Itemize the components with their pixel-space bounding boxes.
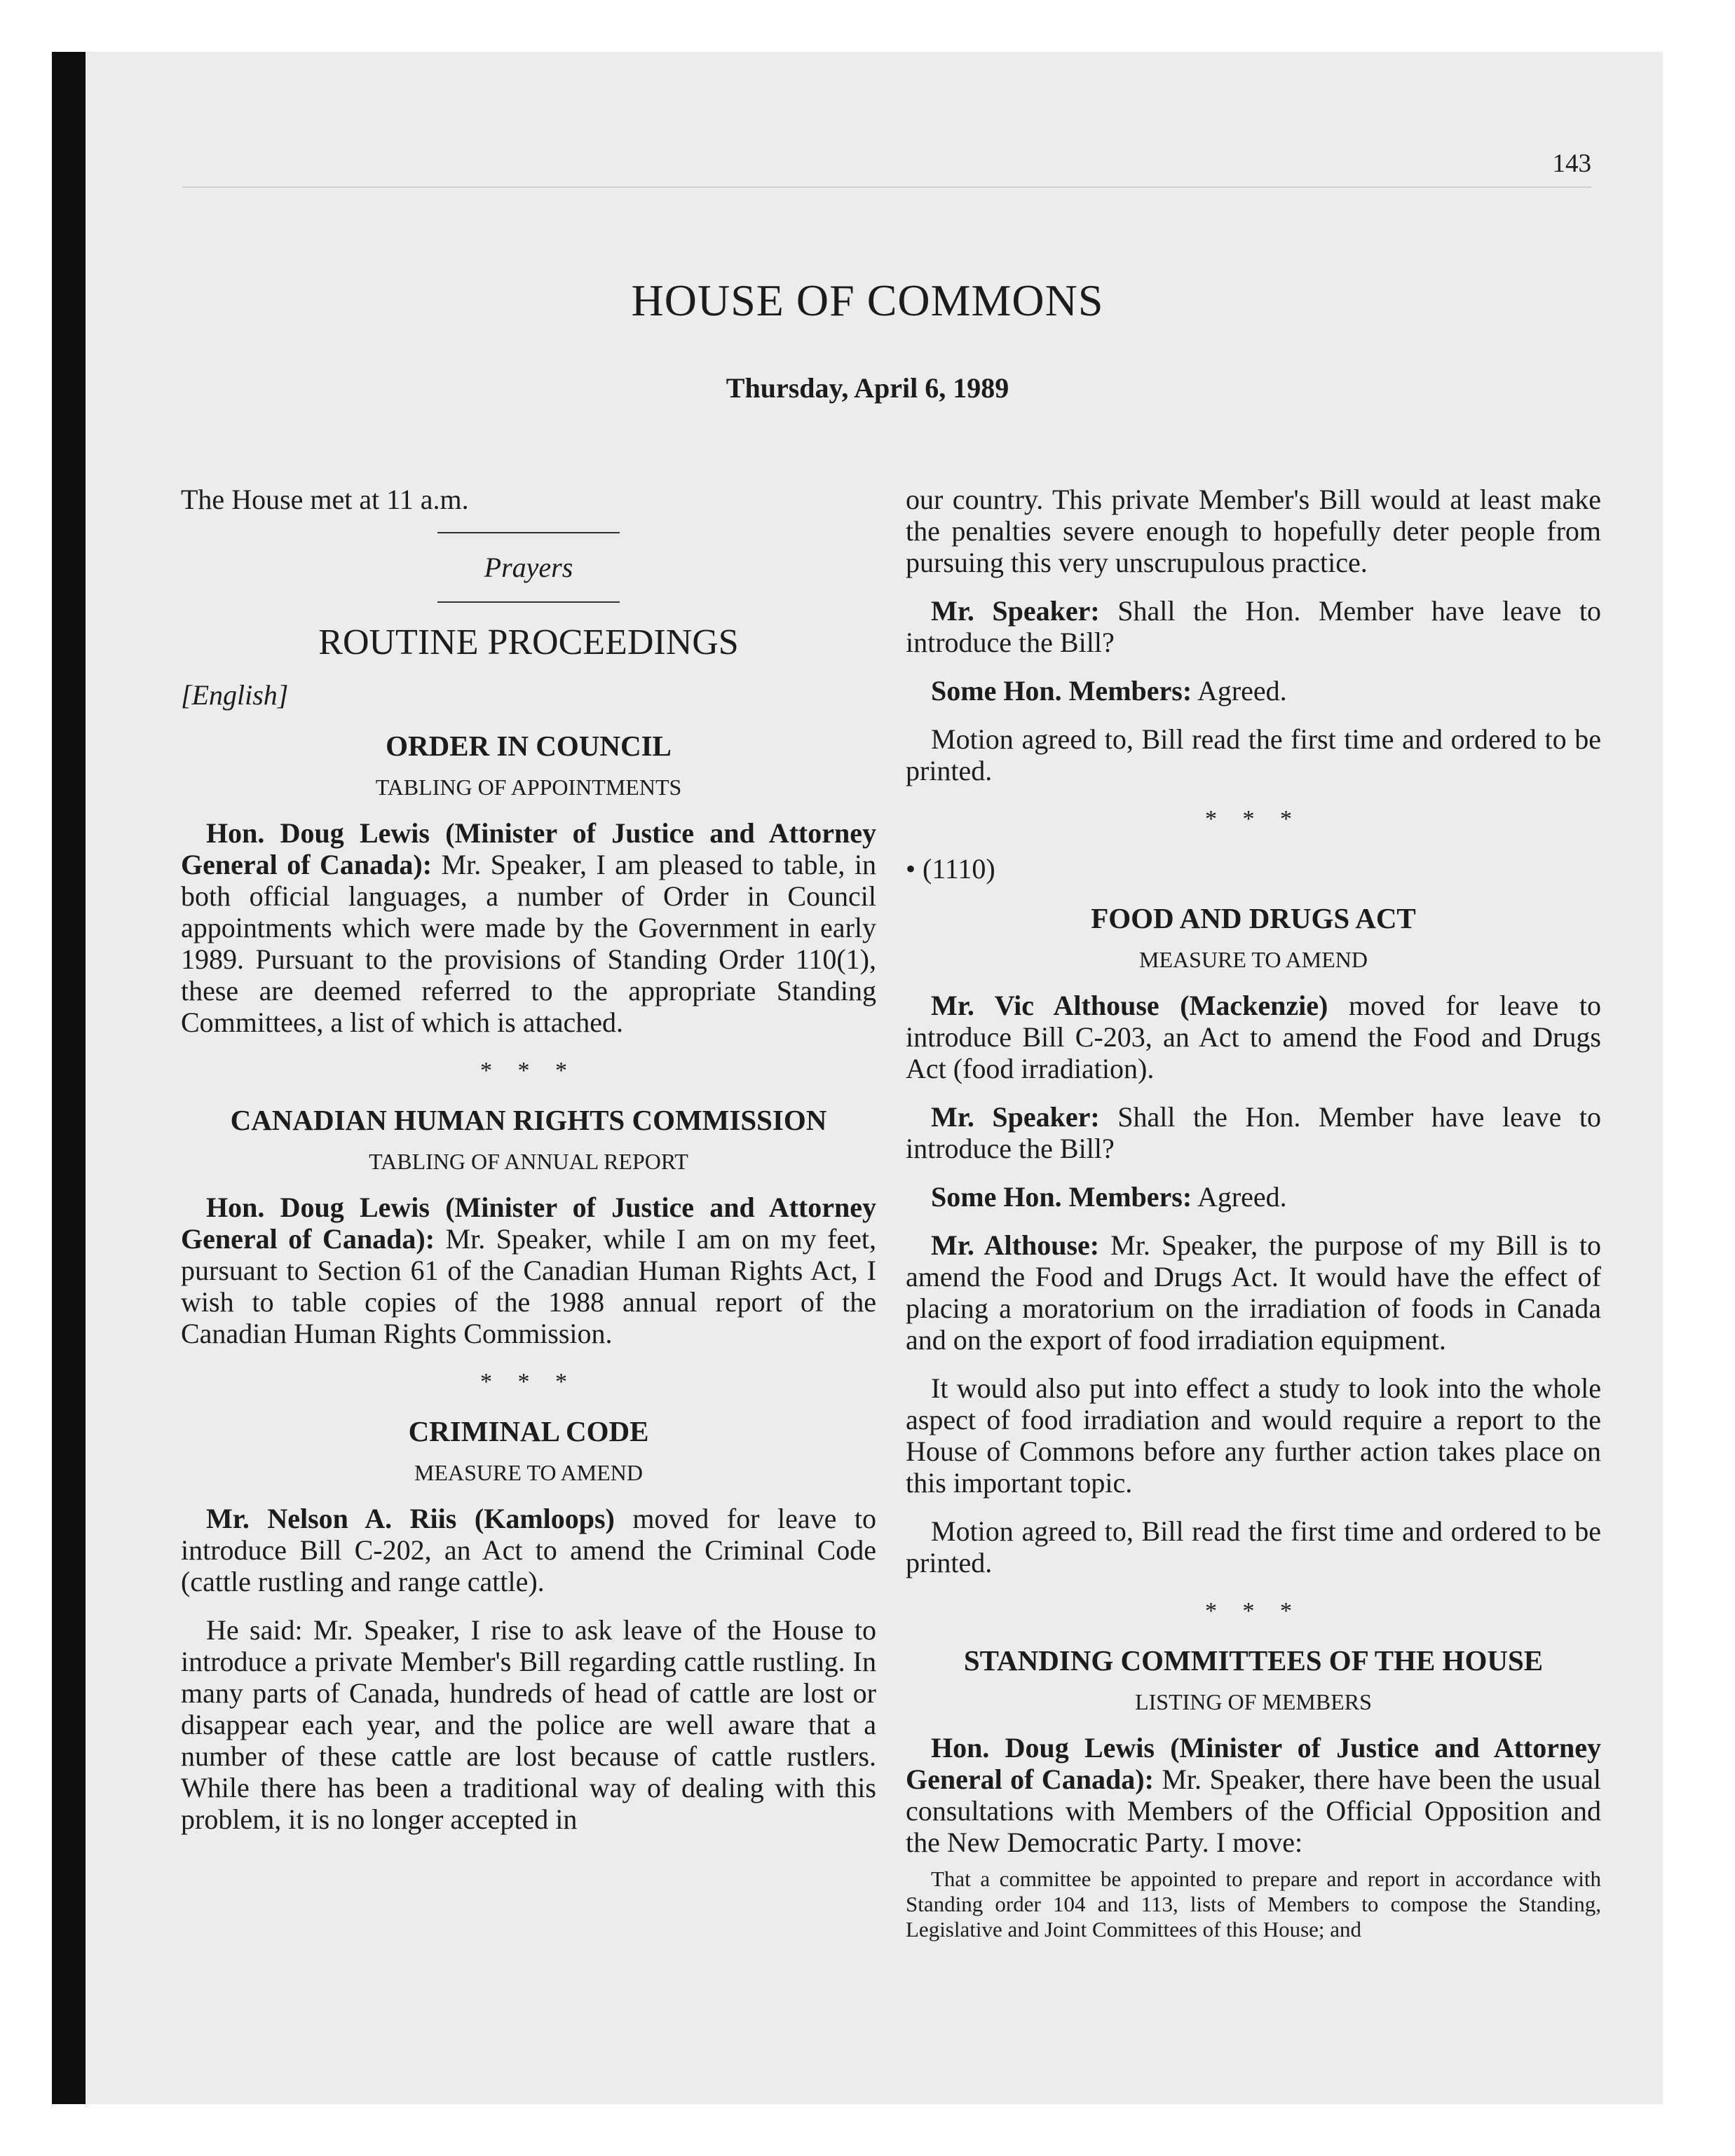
subheading-measure-to-amend: MEASURE TO AMEND — [414, 1460, 643, 1485]
paragraph: It would also put into effect a study to look into the whole aspect of food irradiation and would require a report to the House of Commons before any further action takes place on this important topic. — [906, 1372, 1601, 1499]
speech-text: Mr. Speaker, the purpose of my Bill is to amend the Food and Drugs Act. It would have the effect of placing a moratorium on the irradiation of foods in Canada and on the export of food irradiation equipment. — [906, 1229, 1601, 1356]
paragraph — [906, 1732, 1601, 1858]
page-number: 143 — [1552, 149, 1591, 178]
left-column — [181, 484, 876, 1852]
sitting-date: Thursday, April 6, 1989 — [726, 372, 1009, 404]
time-marker: • (1110) — [906, 853, 995, 885]
paragraph: Motion agreed to, Bill read the first time and ordered to be printed. — [906, 1515, 1601, 1578]
speaker-name: Hon. Doug Lewis (Minister of Justice and Attorney General of Canada): — [906, 1732, 1601, 1795]
heading-food-and-drugs-act: FOOD AND DRUGS ACT — [1091, 902, 1416, 934]
paragraph — [181, 817, 876, 1038]
section-separator: * * * — [480, 1369, 577, 1395]
section-separator: * * * — [1205, 806, 1302, 832]
section-separator: * * * — [480, 1058, 577, 1084]
paragraph — [906, 1181, 1601, 1213]
section-separator: * * * — [1205, 1598, 1302, 1624]
speech-text: Mr. Speaker, there have been the usual consultations with Members of the Official Opposition and the New Democratic Party. I move: — [906, 1763, 1602, 1858]
speaker-name: Mr. Speaker: — [931, 595, 1100, 627]
heading-standing-committees: STANDING COMMITTEES OF THE HOUSE — [963, 1644, 1544, 1677]
page-title: HOUSE OF COMMONS — [631, 275, 1104, 325]
speech-text: Mr. Speaker, I am pleased to table, in both official languages, a number of Order in Council appointments which were made by the Government in early 1989. Pursuant to the provisions of Standing Order 110(1), these are deemed referred to the appropriate Standing Committees, a list of which is attached. — [181, 849, 877, 1038]
speaker-name: Mr. Nelson A. Riis (Kamloops) — [206, 1503, 615, 1534]
speech-text: moved for leave to introduce Bill C-203, an Act to amend the Food and Drugs Act (food irradiation). — [906, 990, 1601, 1084]
subheading-measure-to-amend: MEASURE TO AMEND — [1139, 947, 1368, 972]
subheading-tabling-of-annual-report: TABLING OF ANNUAL REPORT — [369, 1149, 688, 1174]
speech-text: Shall the Hon. Member have leave to introduce the Bill? — [906, 1101, 1602, 1164]
paragraph — [181, 1192, 876, 1349]
heading-order-in-council: ORDER IN COUNCIL — [386, 730, 672, 762]
paragraph — [181, 1503, 876, 1597]
divider — [437, 601, 620, 603]
heading-criminal-code: CRIMINAL CODE — [408, 1415, 649, 1447]
paragraph — [906, 595, 1601, 658]
paragraph: He said: Mr. Speaker, I rise to ask leave of the House to introduce a private Member's Bill regarding cattle rustling. In many parts of Canada, hundreds of head of cattle are lost or disappear each year, and the police are well aware that a number of these cattle are lost because of cattle rustlers. While there has been a traditional way of dealing with this problem, it is no longer accepted in — [181, 1614, 876, 1835]
speech-text: Agreed. — [1197, 1181, 1287, 1213]
motion-text: That a committee be appointed to prepare and report in accordance with Standing order 104 and 113, lists of Members to compose the Standing, Legislative and Joint Committees of this House; and — [906, 1867, 1601, 1942]
language-note: [English] — [181, 679, 289, 711]
paragraph — [906, 675, 1601, 707]
subheading-tabling-of-appointments: TABLING OF APPOINTMENTS — [375, 775, 682, 800]
prayers-label: Prayers — [484, 552, 573, 583]
speaker-name: Hon. Doug Lewis (Minister of Justice and Attorney General of Canada): — [181, 1192, 876, 1255]
speaker-name: Some Hon. Members: — [931, 675, 1192, 707]
speech-text: moved for leave to introduce Bill C-202, an Act to amend the Criminal Code (cattle rustling and range cattle). — [181, 1503, 877, 1597]
divider — [437, 532, 620, 533]
speaker-name: Mr. Speaker: — [931, 1101, 1100, 1133]
subheading-listing-of-members: LISTING OF MEMBERS — [1135, 1689, 1372, 1714]
section-heading-routine-proceedings: ROUTINE PROCEEDINGS — [318, 622, 739, 662]
speaker-name: Mr. Althouse: — [931, 1229, 1100, 1261]
right-column — [906, 484, 1601, 1959]
paragraph — [906, 990, 1601, 1084]
paragraph — [906, 1101, 1601, 1164]
speaker-name: Some Hon. Members: — [931, 1181, 1192, 1213]
paragraph — [906, 1229, 1601, 1356]
speaker-name: Hon. Doug Lewis (Minister of Justice and Attorney General of Canada): — [181, 817, 876, 880]
heading-human-rights-commission: CANADIAN HUMAN RIGHTS COMMISSION — [230, 1104, 827, 1136]
speech-text: Mr. Speaker, while I am on my feet, pursuant to Section 61 of the Canadian Human Rights Act, I wish to table copies of the 1988 annual report of the Canadian Human Rights Commission. — [181, 1223, 877, 1349]
scan-edge — [52, 52, 86, 2104]
paragraph: Motion agreed to, Bill read the first time and ordered to be printed. — [906, 723, 1601, 786]
speech-text: Shall the Hon. Member have leave to introduce the Bill? — [906, 595, 1602, 658]
speech-text: Agreed. — [1197, 675, 1287, 707]
speaker-name: Mr. Vic Althouse (Mackenzie) — [931, 990, 1328, 1021]
opening-line: The House met at 11 a.m. — [181, 484, 469, 515]
header-rule — [182, 186, 1591, 188]
paragraph: our country. This private Member's Bill would at least make the penalties severe enough to hopefully deter people from pursuing this very unscrupulous practice. — [906, 484, 1601, 578]
